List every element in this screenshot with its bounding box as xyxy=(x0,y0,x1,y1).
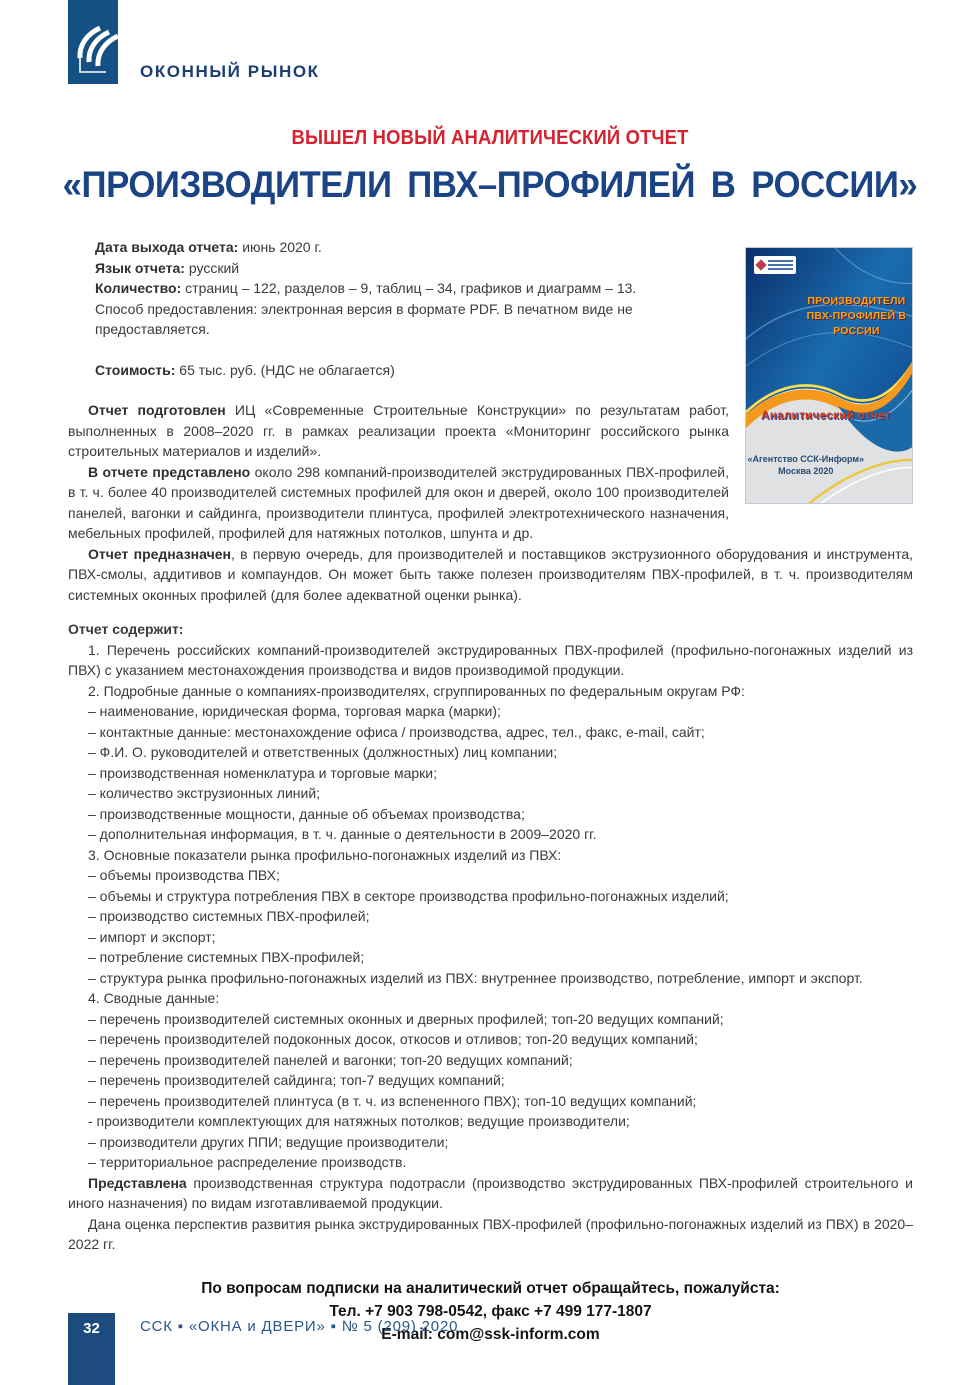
contact-intro: По вопросам подписки на аналитический отчет обращайтесь, пожалуйста: xyxy=(201,1279,780,1297)
contents-item: – перечень производителей подоконных досок, откосов и отливов; топ-20 ведущих компаний; xyxy=(88,1031,698,1047)
cover-title: ПРОИЗВОДИТЕЛИ ПВХ-ПРОФИЛЕЙ В РОССИИ xyxy=(806,295,907,337)
contents-item: – наименование, юридическая форма, торговая марка (марки); xyxy=(88,703,501,719)
meta-line-delivery: Способ предоставления: электронная версия в формате PDF. В печатном виде не предоставляется. xyxy=(95,300,633,337)
contents-item: 1. Перечень российских компаний-производителей экструдированных ПВХ-профилей (профильно-погонажных изделий из ПВХ) с указанием местонахождения производства и видов производимой продукции. xyxy=(68,641,913,678)
contents-item: – объемы и структура потребления ПВХ в секторе производства профильно-погонажных изделий; xyxy=(88,887,729,904)
cover-subtitle: Аналитический отчет xyxy=(761,410,891,422)
announcement-heading: ВЫШЕЛ НОВЫЙ АНАЛИТИЧЕСКИЙ ОТЧЕТ xyxy=(291,127,689,149)
contents-item: – производственные мощности, данные об объемах производства; xyxy=(88,805,525,822)
contents-item: – количество экструзионных линий; xyxy=(88,785,321,801)
subscription-contact xyxy=(68,1277,913,1346)
publisher-emblem-icon xyxy=(755,259,766,270)
contents-item: – контактные данные: местонахождение офиса / производства, адрес, тел., факс, e-mail, сайт; xyxy=(88,723,705,740)
contents-item: – производство системных ПВХ-профилей; xyxy=(88,908,370,924)
contents-item: – перечень производителей системных оконных и дверных профилей; топ-20 ведущих компаний; xyxy=(88,1010,724,1027)
swoosh-logo-icon xyxy=(68,0,118,84)
contents-item: 2. Подробные данные о компаниях-производителях, сгруппированных по федеральным округам РФ: xyxy=(88,682,745,699)
contents-item: – перечень производителей плинтуса (в т. ч. из вспененного ПВХ); топ-10 ведущих компаний; xyxy=(88,1092,697,1109)
paragraph-structure: Представлена производственная структура подотрасли (производство экструдированных ПВХ-профилей строительного и иного назначения) по видам изготавливаемой продукции. xyxy=(68,1174,913,1211)
contents-item: 4. Сводные данные: xyxy=(88,990,220,1006)
meta-line-language: Язык отчета: русский xyxy=(95,259,240,276)
page-title: «ПРОИЗВОДИТЕЛИ ПВХ–ПРОФИЛЕЙ В РОССИИ» xyxy=(62,164,918,205)
contents-item: – структура рынка профильно-погонажных изделий из ПВХ: внутреннее производство, потребление, импорт и экспорт. xyxy=(88,969,863,986)
spacer xyxy=(68,605,913,619)
paragraph-target-audience: Отчет предназначен, в первую очередь, для производителей и поставщиков экструзионного оборудования и инструмента, ПВХ-смолы, аддитивов и компаундов. Он может быть также полезен производителям ПВХ-профилей, в т. ч. производителям системных оконных профилей (для более адекватной оценки рынка). xyxy=(68,545,913,603)
paragraph-report-scope: В отчете представлено около 298 компаний-производителей экструдированных ПВХ-профилей, в т. ч. более 40 производителей системных профилей для окон и дверей, около 100 производителей панелей, вагонки и сайдинга, производители плинтуса, профилей электротехнического назначения, мебельных профилей, профилей для натяжных потолков, шпунта и др. xyxy=(68,463,730,541)
report-cover-image xyxy=(745,247,913,504)
contact-email: E-mail: com@ssk-inform.com xyxy=(381,1325,600,1343)
contents-heading: Отчет содержит: xyxy=(68,621,184,637)
article-body xyxy=(68,237,913,1346)
cover-publisher-logo xyxy=(754,256,796,274)
contents-item: – производственная номенклатура и торговые марки; xyxy=(88,764,437,781)
paragraph-prepared-by: Отчет подготовлен ИЦ «Современные Строительные Конструкции» по результатам работ, выполненных в 2008–2020 гг. в рамках реализации проекта «Мониторинг российского рынка строительных материалов и изделий». xyxy=(68,402,729,459)
contents-item: – Ф.И. О. руководителей и ответственных (должностных) лиц компании; xyxy=(88,744,558,760)
contents-item: – потребление системных ПВХ-профилей; xyxy=(88,949,365,965)
footer-issue-info: ССК ▪ «ОКНА и ДВЕРИ» ▪ № 5 (209) 2020 xyxy=(140,1318,459,1335)
contents-item: – перечень производителей панелей и вагонки; топ-20 ведущих компаний; xyxy=(88,1051,573,1068)
contents-item: 3. Основные показатели рынка профильно-погонажных изделий из ПВХ: xyxy=(88,846,562,863)
magazine-logo xyxy=(68,0,118,84)
contents-item: – территориальное распределение производств. xyxy=(88,1154,407,1170)
contents-item: – производители других ППИ; ведущие производители; xyxy=(88,1133,449,1150)
contents-item: – дополнительная информация, в т. ч. данные о деятельности в 2009–2020 гг. xyxy=(88,826,597,842)
contact-phone: Тел. +7 903 798-0542, факс +7 499 177-1807 xyxy=(329,1302,652,1320)
page-number-badge: 32 xyxy=(68,1313,115,1385)
cover-publisher: «Агентство ССК-Информ» Москва 2020 xyxy=(747,454,864,476)
paragraph-outlook: Дана оценка перспектив развития рынка экструдированных ПВХ-профилей (профильно-погонажных изделий из ПВХ) в 2020–2022 гг. xyxy=(68,1215,913,1252)
meta-line-price: Стоимость: 65 тыс. руб. (НДС не облагается) xyxy=(95,361,395,378)
contents-item: – импорт и экспорт; xyxy=(88,928,216,945)
publisher-logo-text-lines xyxy=(768,258,793,272)
meta-line-date: Дата выхода отчета: июнь 2020 г. xyxy=(95,239,322,255)
contents-item: - производители комплектующих для натяжных потолков; ведущие производители; xyxy=(88,1113,630,1129)
contents-item: – перечень производителей сайдинга; топ-7 ведущих компаний; xyxy=(88,1072,505,1088)
section-title: ОКОННЫЙ РЫНОК xyxy=(140,62,320,81)
meta-line-quantity: Количество: страниц – 122, разделов – 9, таблиц – 34, графиков и диаграмм – 13. xyxy=(95,280,637,296)
contents-item: – объемы производства ПВХ; xyxy=(88,867,280,883)
